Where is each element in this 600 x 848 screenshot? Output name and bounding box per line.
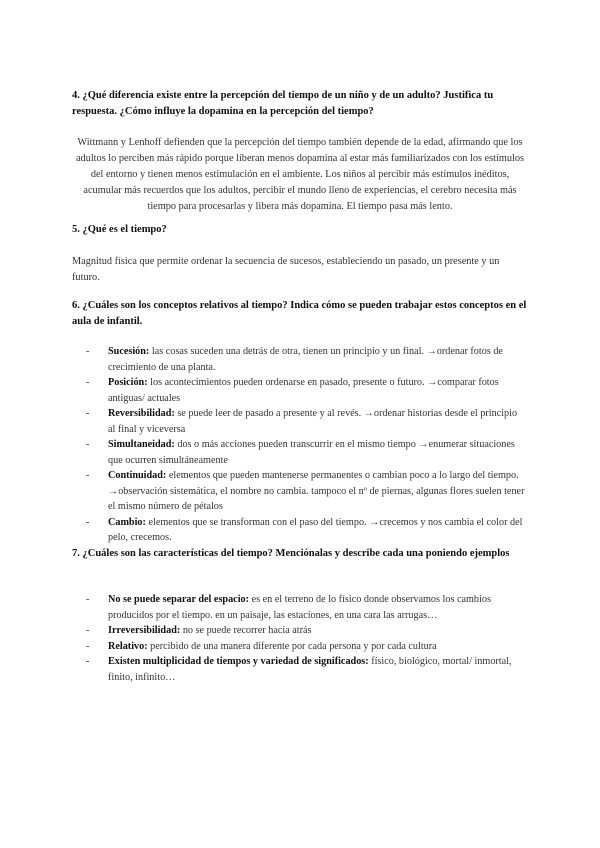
bullet-dash: -	[86, 439, 90, 450]
characteristic-description: es en el terreno de lo físico donde observamos los cambios producidos por el tiempo. en un paisaje, las estaciones, en una cara las arrugas…	[108, 594, 491, 621]
bullet-dash: -	[86, 625, 90, 636]
characteristic-description: físico, biológico, mortal/ inmortal, finito, infinito…	[108, 656, 512, 683]
question-7-list	[86, 592, 526, 685]
list-item	[86, 375, 526, 406]
question-4-answer: Wittmann y Lenhoff defienden que la percepción del tiempo también depende de la edad, afirmando que los adultos lo perciben más rápido porque liberan menos dopamina al estar más familiarizados con los estímulos del entorno y tienen menos estimulación en el ambiente. Los niños al percibir más estímulos inéditos, acumular más recuerdos que los adultos, percibir el mundo lleno de experiencias, el cerebro necesita más tiempo para procesarlas y libera más dopamina. El tiempo pasa más lento.	[75, 137, 525, 212]
list-item	[86, 654, 526, 685]
bullet-dash: -	[86, 640, 90, 652]
concept-term: Continuidad:	[108, 470, 167, 481]
list-item	[86, 437, 526, 468]
characteristic-description: no se puede recorrer hacia atrás	[180, 625, 312, 636]
concept-term: Sucesión:	[108, 346, 150, 357]
list-item	[86, 639, 526, 655]
bullet-dash: -	[86, 408, 90, 419]
bullet-dash: -	[86, 470, 90, 481]
bullet-dash: -	[86, 346, 90, 357]
concept-description: elementos que se transforman con el paso del tiempo. →crecemos y nos cambia el color del pelo, crecemos.	[108, 516, 523, 543]
concept-description: dos o más acciones pueden transcurrir en el mismo tiempo →enumerar situaciones que ocurren simultáneamente	[108, 439, 515, 466]
bullet-dash: -	[86, 656, 90, 667]
bullet-dash: -	[86, 377, 90, 388]
list-item	[86, 515, 526, 546]
concept-description: elementos que pueden mantenerse permanentes o cambian poco a lo largo del tiempo. →observación sistemática, el nombre no cambia. tampoco el nº de piernas, algunas flores suelen tener el mismo número de pétalos	[108, 470, 525, 512]
concept-term: Cambio:	[108, 516, 146, 528]
concept-term: Simultaneidad:	[108, 439, 175, 450]
list-item	[86, 344, 526, 375]
question-6-list	[86, 344, 526, 546]
concept-term: Reversibilidad:	[108, 408, 175, 419]
concept-term: Posición:	[108, 377, 148, 388]
question-6-title: 6. ¿Cuáles son los conceptos relativos al tiempo? Indica cómo se pueden trabajar estos conceptos en el aula de infantil.	[72, 300, 527, 327]
question-4-title: 4. ¿Qué diferencia existe entre la percepción del tiempo de un niño y de un adulto? Justifica tu respuesta. ¿Cómo influye la dopamina en la percepción del tiempo?	[72, 90, 494, 117]
concept-description: los acontecimientos pueden ordenarse en pasado, presente o futuro. →comparar fotos antiguas/ actuales	[108, 377, 499, 404]
question-5-title: 5. ¿Qué es el tiempo?	[72, 224, 167, 235]
concept-description: las cosas suceden una detrás de otra, tienen un principio y un final. →ordenar fotos de crecimiento de una planta.	[108, 346, 503, 373]
characteristic-description: percibido de una manera diferente por cada persona y por cada cultura	[147, 640, 437, 652]
question-5-answer: Magnitud física que permite ordenar la secuencia de sucesos, estableciendo un pasado, un presente y un futuro.	[72, 256, 500, 283]
concept-description: se puede leer de pasado a presente y al revés. →ordenar historias desde el principio al final y viceversa	[108, 408, 518, 435]
question-7-title: 7. ¿Cuáles son las características del tiempo? Menciónalas y describe cada una poniendo ejemplos	[72, 548, 510, 559]
list-item	[86, 623, 526, 639]
bullet-dash: -	[86, 594, 90, 605]
list-item	[86, 468, 526, 515]
list-item	[86, 406, 526, 437]
bullet-dash: -	[86, 516, 90, 528]
characteristic-term: No se puede separar del espacio:	[108, 594, 250, 605]
characteristic-term: Irreversibilidad:	[108, 625, 181, 636]
list-item	[86, 592, 526, 623]
characteristic-term: Existen multiplicidad de tiempos y variedad de significados:	[108, 656, 369, 667]
characteristic-term: Relativo:	[108, 640, 148, 652]
